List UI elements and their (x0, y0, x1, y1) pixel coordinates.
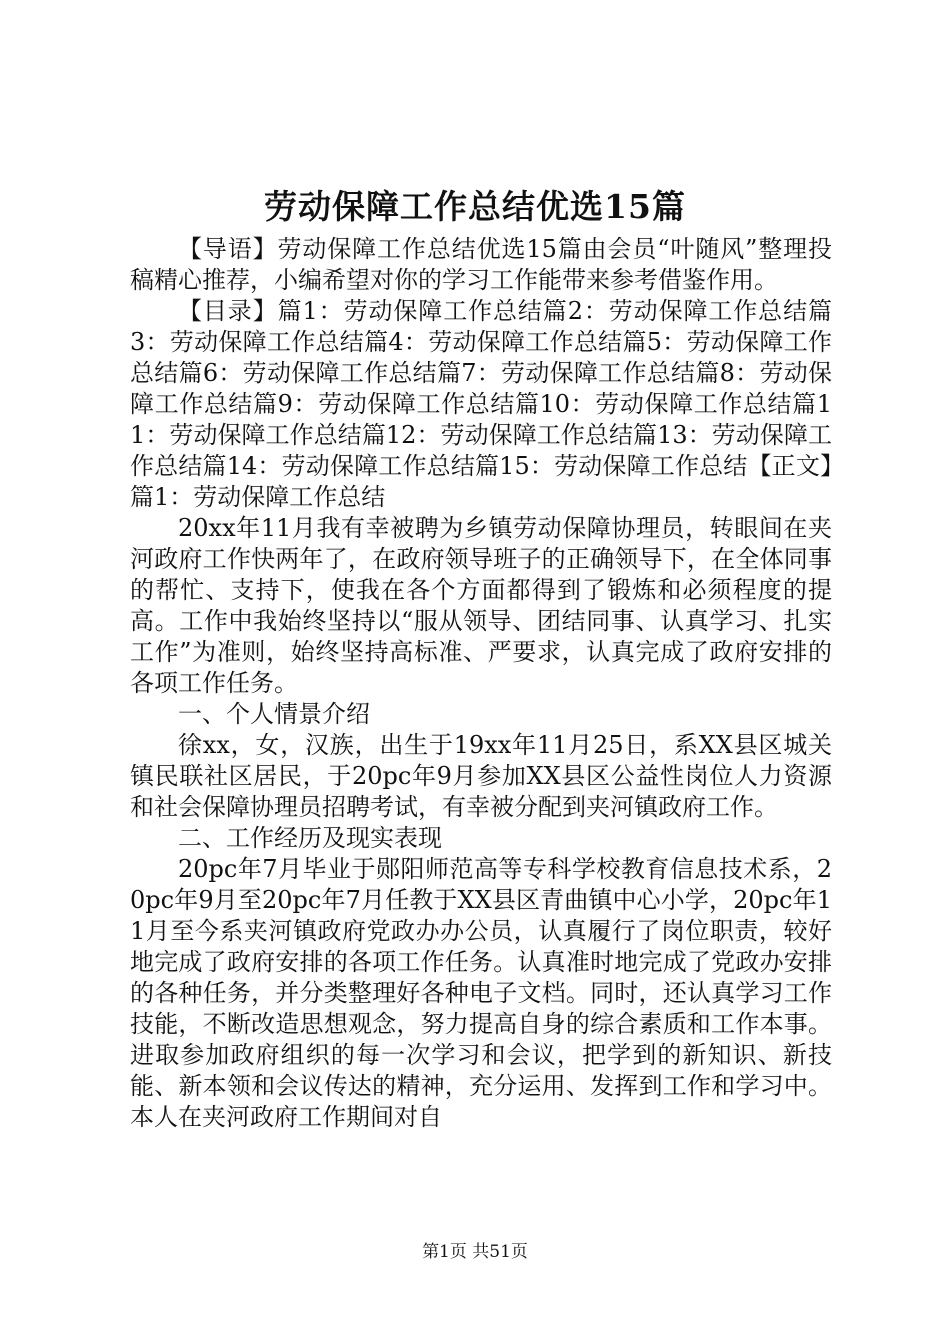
paragraph-main: 20xx年11月我有幸被聘为乡镇劳动保障协理员，转眼间在夹河政府工作快两年了，在政府领导班子的正确领导下，在全体同事的帮忙、支持下，使我在各个方面都得到了锻炼和必须程度的提高。工作中我始终坚持以“服从领导、团结同事、认真学习、扎实工作”为准则，始终坚持高标准、严要求，认真完成了政府安排的各项工作任务。 (130, 514, 832, 697)
document-body (130, 234, 832, 1133)
paragraph-experience: 20pc年7月毕业于郧阳师范高等专科学校教育信息技术系，20pc年9月至20pc年7月任教于XX县区青曲镇中心小学，20pc年11月至今系夹河镇政府党政办办公员，认真履行了岗位职责，较好地完成了政府安排的各项工作任务。认真准时地完成了党政办安排的各种任务，并分类整理好各种电子文档。同时，还认真学习工作技能，不断改造思想观念，努力提高自身的综合素质和工作本事。进取参加政府组织的每一次学习和会议，把学到的新知识、新技能、新本领和会议传达的精神，充分运用、发挥到工作和学习中。本人在夹河政府工作期间对自 (130, 855, 832, 1131)
paragraph-intro: 【导语】劳动保障工作总结优选15篇由会员“叶随风”整理投稿精心推荐，小编希望对你的学习工作能带来参考借鉴作用。 (130, 235, 832, 294)
paragraph-personal: 徐xx，女，汉族，出生于19xx年11月25日，系XX县区城关镇民联社区居民，于20pc年9月参加XX县区公益性岗位人力资源和社会保障协理员招聘考试，有幸被分配到夹河镇政府工作。 (130, 731, 832, 821)
section-heading-experience: 二、工作经历及现实表现 (178, 824, 442, 852)
paragraph-toc: 【目录】篇1：劳动保障工作总结篇2：劳动保障工作总结篇3：劳动保障工作总结篇4：劳动保障工作总结篇5：劳动保障工作总结篇6：劳动保障工作总结篇7：劳动保障工作总结篇8：劳动保障工作总结篇9：劳动保障工作总结篇10：劳动保障工作总结篇11：劳动保障工作总结篇12：劳动保障工作总结篇13：劳动保障工作总结篇14：劳动保障工作总结篇15：劳动保障工作总结【正文】篇1：劳动保障工作总结 (130, 297, 832, 511)
section-heading-personal: 一、个人情景介绍 (178, 700, 370, 728)
page-footer: 第1页 共51页 (422, 1242, 528, 1262)
document-title: 劳动保障工作总结优选15篇 (264, 187, 686, 226)
